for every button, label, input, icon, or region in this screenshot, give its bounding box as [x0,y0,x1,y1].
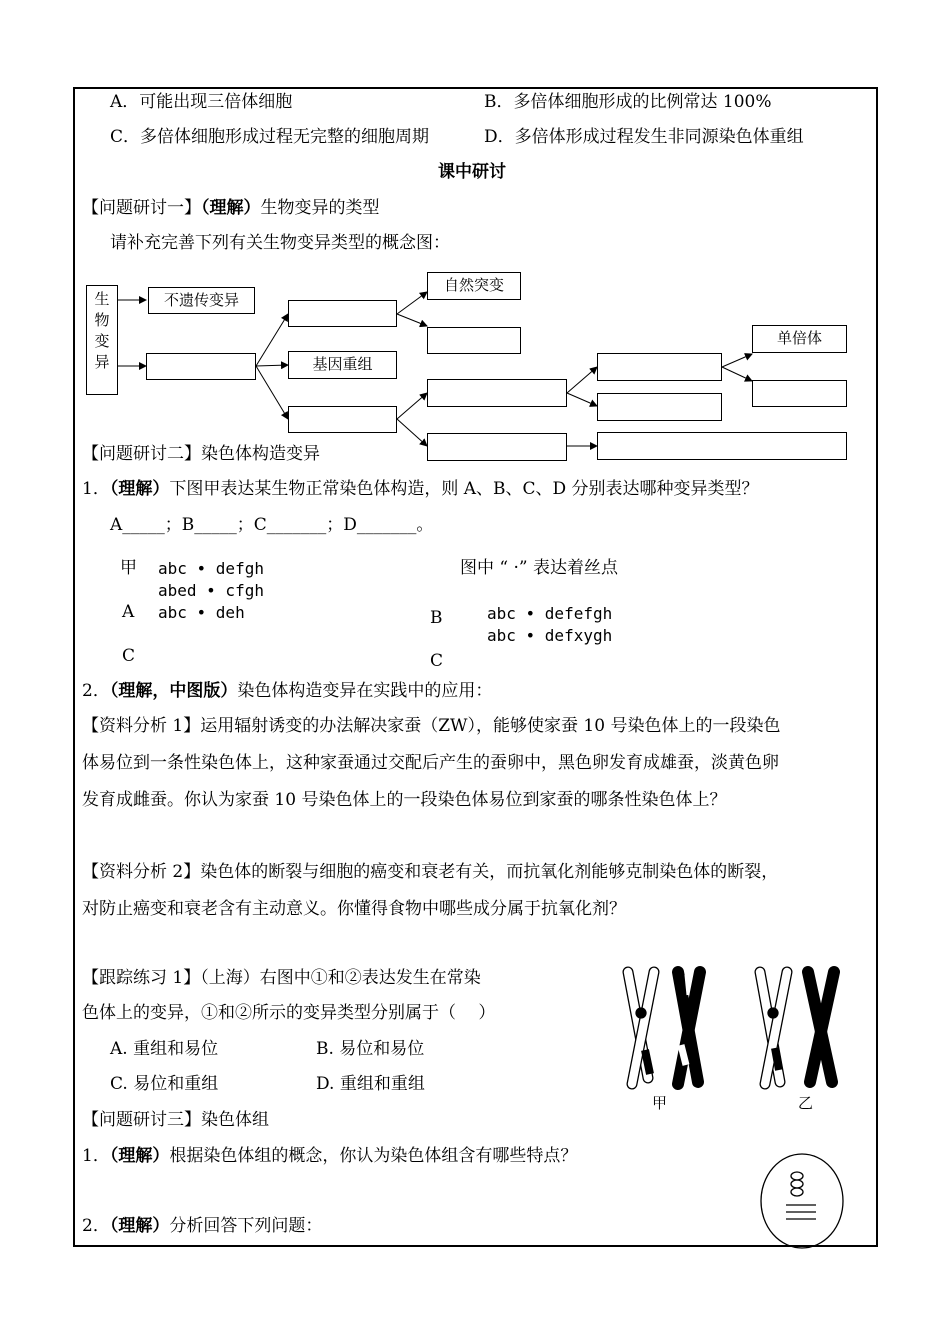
figure-label-yi: 乙 [798,1094,814,1112]
chromosome-loop-3 [791,1188,803,1196]
analysis1-line3: 发育成雌蚕。你认为家蚕 10 号染色体上的一段染色体易位到家蚕的哪条性染色体上？ [82,790,727,810]
chromosome-loop-2 [791,1180,803,1188]
box-natural-mutation: 自然突变 [427,272,521,300]
topic1-title: 生物变异的类型 [260,198,380,218]
seq-inversion: abed • cfgh [158,581,264,600]
practice1-option-b[interactable]: B. 易位和易位 [316,1039,425,1059]
analysis2-line1: 【资料分析 2】染色体的断裂与细胞的癌变和衰老有关，而抗氧化剂能够克制染色体的断裂， [82,862,779,882]
seq-b: abc • defefgh [487,604,613,623]
section-title: 课中研讨 [438,162,506,182]
root-char-4: 异 [94,353,110,371]
analysis1-line2: 体易位到一条性染色体上，这种家蚕通过交配后产生的蚕卵中，黑色卵发育成雄蚕，淡黄色卵 [82,753,779,773]
topic3-q2-text: 分析回答下列问题： [169,1216,323,1236]
centromere-note: 图中 “ ·” 表达着丝点 [460,558,618,578]
cell-membrane [761,1154,843,1248]
box-haploid: 单倍体 [752,325,847,353]
topic3-q1-text: 根据染色体组的概念，你认为染色体组含有哪些特点？ [169,1146,578,1166]
option-a: A．可能出现三倍体细胞 [110,92,293,112]
topic3-prefix: 【问题研讨三】 [82,1110,201,1130]
practice1-option-c[interactable]: C. 易位和重组 [110,1074,219,1094]
box-nonheritable: 不遗传变异 [148,287,255,314]
label-a: A [122,602,135,622]
q2-number: 2． [82,681,110,701]
root-char-2: 物 [94,311,110,329]
q2-tag: （理解，中图版） [109,681,238,701]
q1-number: 1． [82,479,110,499]
practice1-option-a[interactable]: A. 重组和易位 [110,1039,219,1059]
q1-tag: （理解） [109,479,170,499]
box-recombination: 基因重组 [288,351,397,379]
practice1-line2: 色体上的变异，①和②所示的变异类型分别属于（ ） [82,1003,496,1023]
answer-blanks[interactable]: A_____；B_____；C_______；D_______。 [110,515,434,535]
topic3-q2-tag: （理解） [109,1216,170,1236]
seq-a: abc • deh [158,603,245,622]
root-char-1: 生 [94,290,110,308]
option-d: D．多倍体形成过程发生非同源染色体重组 [484,127,804,147]
analysis2-line2: 对防止癌变和衰老含有主动意义。你懂得食物中哪些成分属于抗氧化剂？ [82,899,626,919]
label-c-right: C [430,651,444,671]
topic3-q2-number: 2． [82,1216,110,1236]
q1-text: 下图甲表达某生物正常染色体构造，则 A、B、C、D 分别表达哪种变异类型？ [169,479,759,499]
topic3-title: 染色体组 [201,1110,269,1130]
label-b: B [430,608,443,628]
topic2-title: 染色体构造变异 [201,444,320,464]
topic3-q1-tag: （理解） [109,1146,170,1166]
topic1-instruction: 请补充完善下列有关生物变异类型的概念图： [110,233,450,253]
chromosome-loop-1 [791,1172,803,1180]
seq-normal: abc • defgh [158,559,264,578]
root-char-3: 变 [94,332,110,350]
option-b: B．多倍体细胞形成的比例常达 100% [484,92,772,112]
practice1-option-d[interactable]: D. 重组和重组 [316,1074,425,1094]
figure-label-jia: 甲 [652,1094,668,1112]
seq-translocation: abc • defxygh [487,626,613,645]
topic1-tag: （理解） [201,198,261,218]
practice1-line1: 【跟踪练习 1】（上海）右图中①和②表达发生在常染 [82,968,481,988]
option-c: C．多倍体细胞形成过程无完整的细胞周期 [110,127,430,147]
analysis1-line1: 【资料分析 1】运用辐射诱变的办法解决家蚕（ZW），能够使家蚕 10 号染色体上的一段染色 [82,716,781,736]
topic3-q1-number: 1． [82,1146,110,1166]
topic1-prefix: 【问题研讨一】 [82,198,201,218]
topic2-prefix: 【问题研讨二】 [82,444,201,464]
label-c-left: C [122,646,136,666]
label-jia: 甲 [120,558,137,578]
q2-text: 染色体构造变异在实践中的应用： [237,681,493,701]
